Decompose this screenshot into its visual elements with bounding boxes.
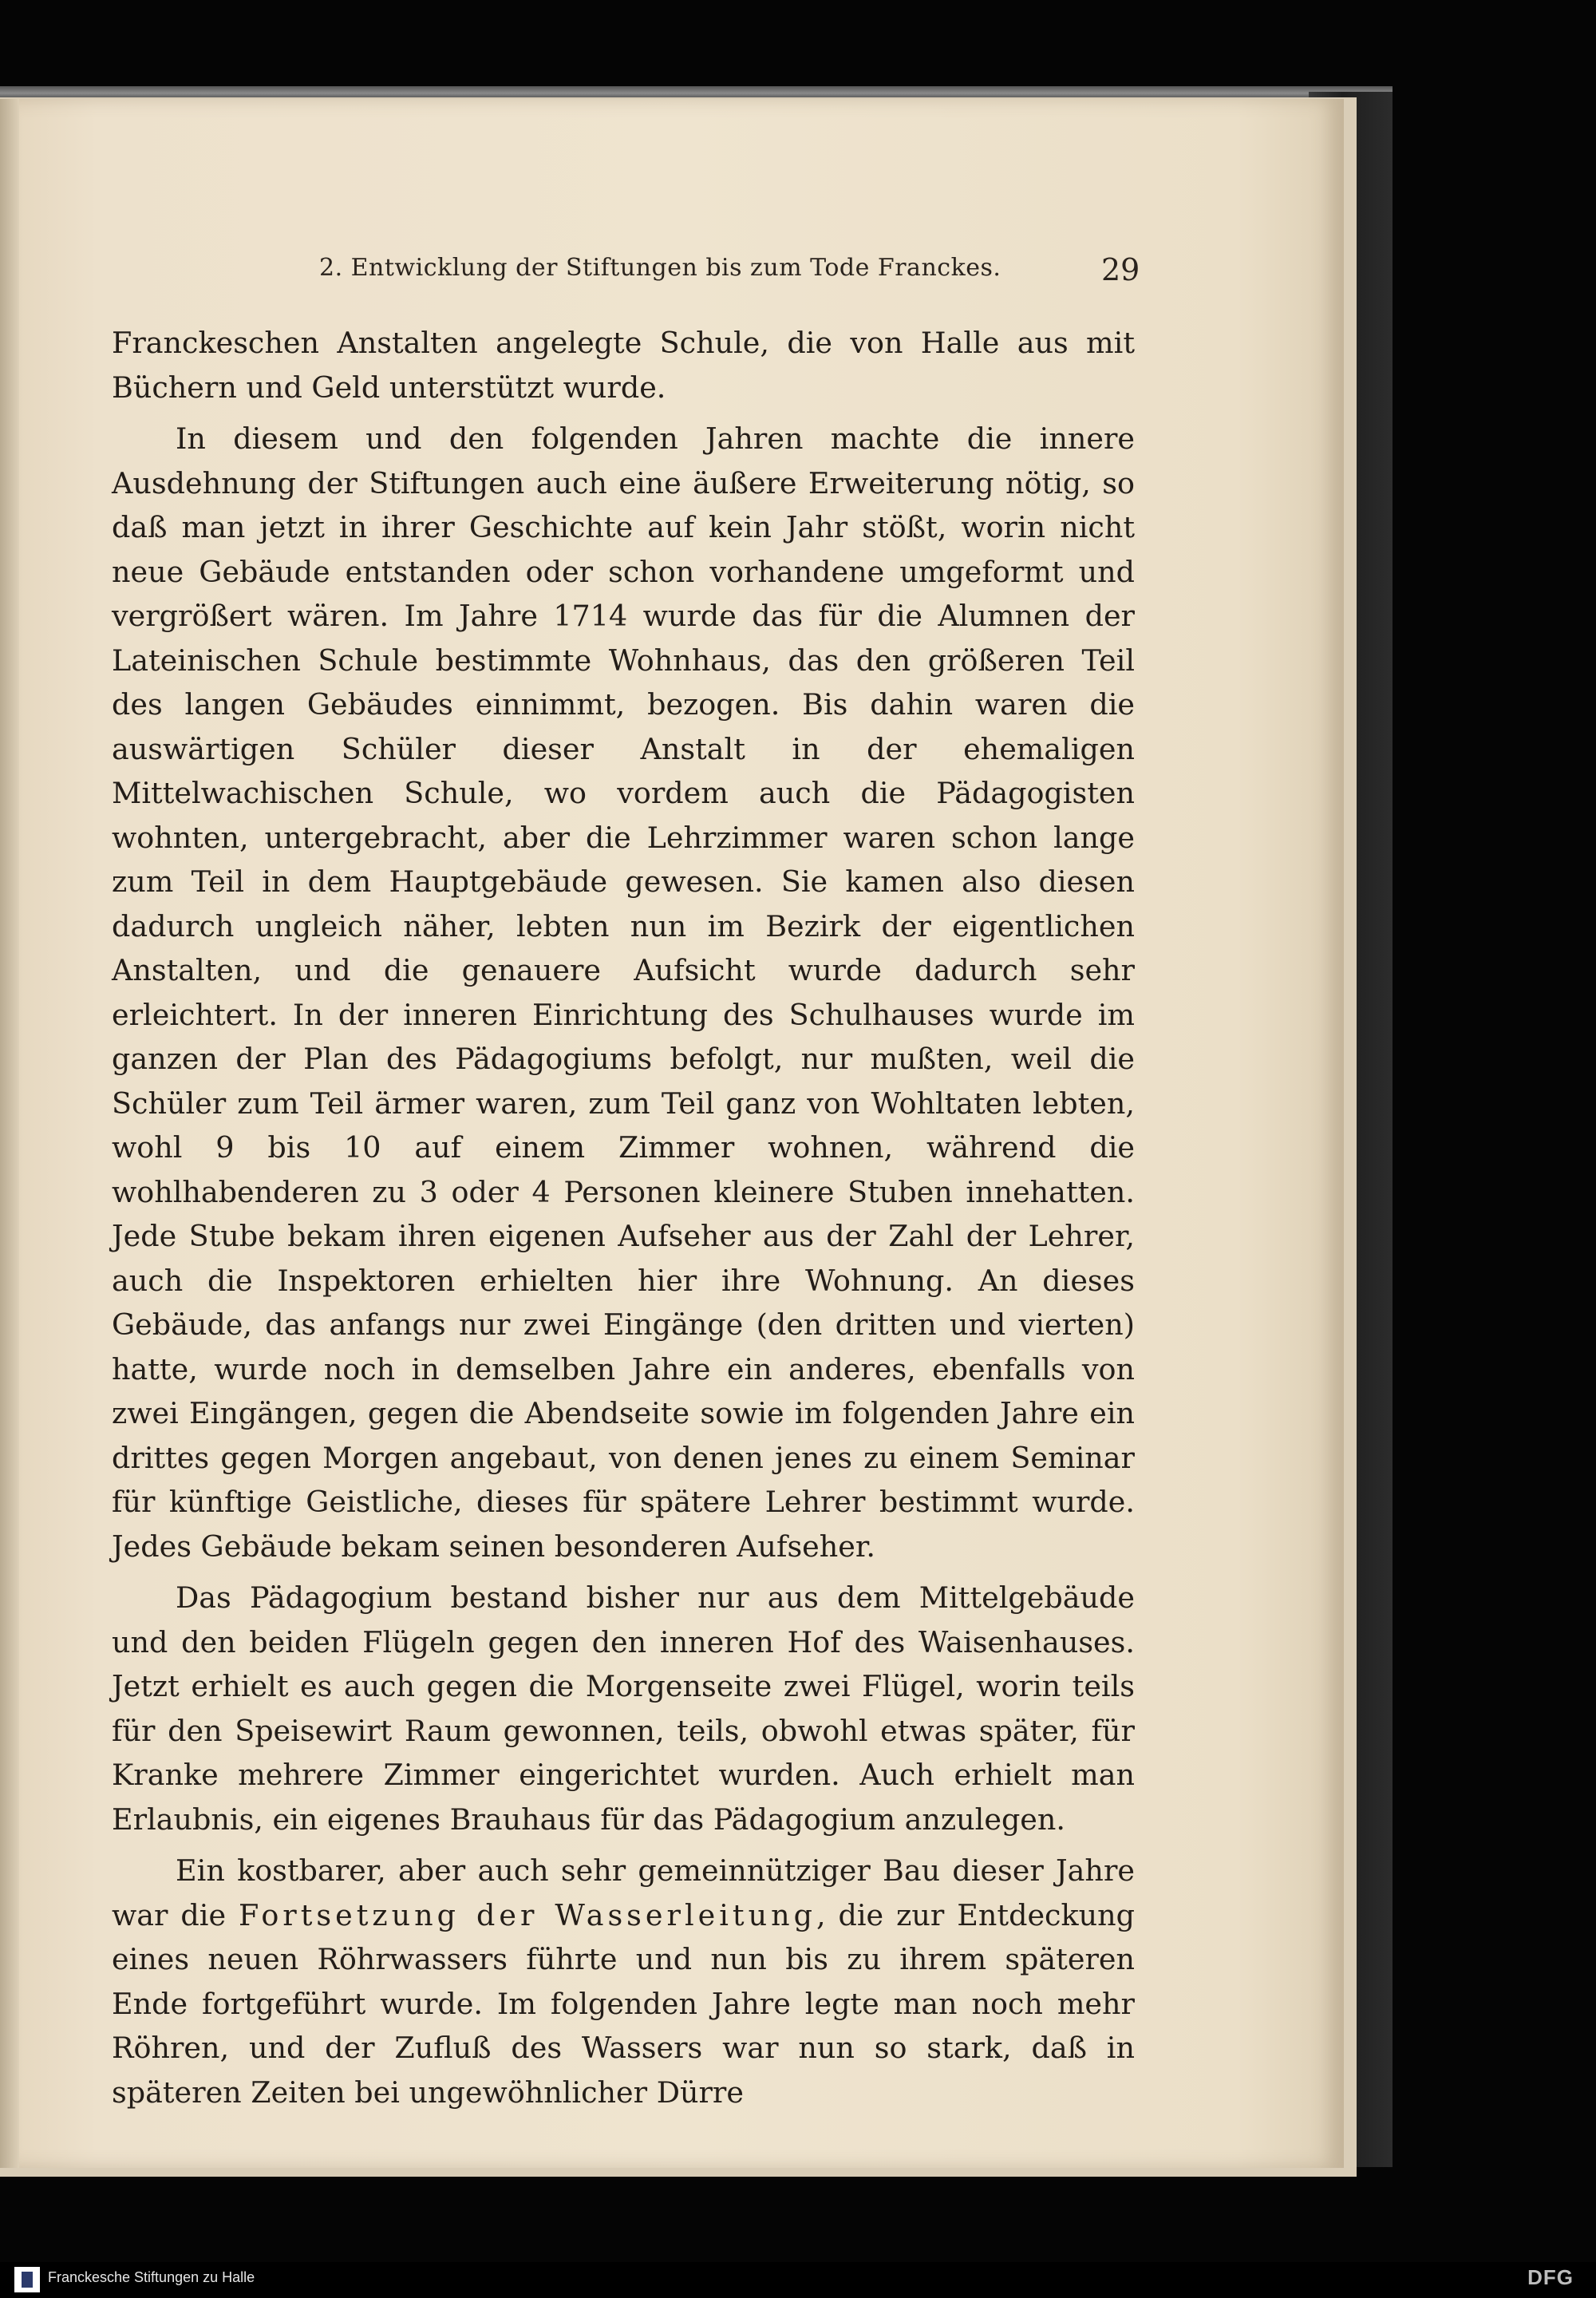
institution-name: Franckesche Stiftungen zu Halle: [48, 2269, 255, 2285]
institution-logo-icon: [14, 2267, 40, 2292]
page-gutter: [0, 99, 19, 2168]
page-number: 29: [1101, 252, 1140, 287]
body-text: [112, 321, 1135, 2122]
paragraph-4-end: , die zur Entdeckung eines neuen Röhrwassers führte und nun bis zu ihrem späteren Ende fortgeführt wurde. Im folgenden Jahre legte man noch mehr Röhren, und der Zufluß des Wassers war nun so stark, daß in späteren Zeiten bei ungewöhnlicher Dürre: [112, 1897, 1135, 2110]
paragraph-4: [112, 1849, 1135, 2114]
paragraph-1: Franckeschen Anstalten angelegte Schule, die von Halle aus mit Büchern und Geld unterstützt wurde.: [112, 326, 1135, 405]
paragraph-3: Das Pädagogium bestand bisher nur aus dem Mittelgebäude und den beiden Flügeln gegen den inneren Hof des Waisenhauses. Jetzt erhielt es auch gegen die Morgenseite zwei Flügel, worin teils für den Speisewirt Raum gewonnen, teils, obwohl etwas später, für Kranke mehrere Zimmer eingerichtet wurden. Auch erhielt man Erlaubnis, ein eigenes Brauhaus für das Pädagogium anzulegen.: [112, 1580, 1135, 1837]
emphasized-phrase: Fortsetzung der Wasserleitung: [239, 1897, 816, 1932]
running-title: 2. Entwicklung der Stiftungen bis zum Tode Franckes.: [319, 254, 1001, 282]
paragraph-4-start: Ein kostbarer, aber auch sehr gemeinnütziger Bau dieser Jahre war die: [112, 1853, 1135, 1932]
paragraph-2: In diesem und den folgenden Jahren machte die innere Ausdehnung der Stiftungen auch eine äußere Erweiterung nötig, so daß man jetzt in ihrer Geschichte auf kein Jahr stößt, worin nicht neue Gebäude entstanden oder schon vorhandene umgeformt und vergrößert wären. Im Jahre 1714 wurde das für die Alumnen der Lateinischen Schule bestimmte Wohnhaus, das den größeren Teil des langen Gebäudes einnimmt, bezogen. Bis dahin waren die auswärtigen Schüler dieser Anstalt in der ehemaligen Mittelwachischen Schule, wo vordem auch die Pädagogisten wohnten, untergebracht, aber die Lehrzimmer waren schon lange zum Teil in dem Hauptgebäude gewesen. Sie kamen also diesen dadurch ungleich näher, lebten nun im Bezirk der eigentlichen Anstalten, und die genauere Aufsicht wurde dadurch sehr erleichtert. In der inneren Einrichtung des Schulhauses wurde im ganzen der Plan des Pädagogiums befolgt, nur mußten, weil die Schüler zum Teil ärmer waren, zum Teil ganz von Wohltaten lebten, wohl 9 bis 10 auf einem Zimmer wohnen, während die wohlhabenderen zu 3 oder 4 Personen kleinere Stuben innehatten. Jede Stube bekam ihren eigenen Aufseher aus der Zahl der Lehrer, auch die Inspektoren erhielten hier ihre Wohnung. An dieses Gebäude, das anfangs nur zwei Eingänge (den dritten und vierten) hatte, wurde noch in demselben Jahre ein anderes, ebenfalls von zwei Eingängen, gegen die Abendseite sowie im folgenden Jahre ein drittes gegen Morgen angebaut, von denen jenes zu einem Seminar für künftige Geistliche, dieses für spätere Lehrer bestimmt wurde. Jedes Gebäude bekam seinen besonderen Aufseher.: [112, 421, 1135, 1564]
dfg-logo: DFG: [1527, 2265, 1574, 2289]
